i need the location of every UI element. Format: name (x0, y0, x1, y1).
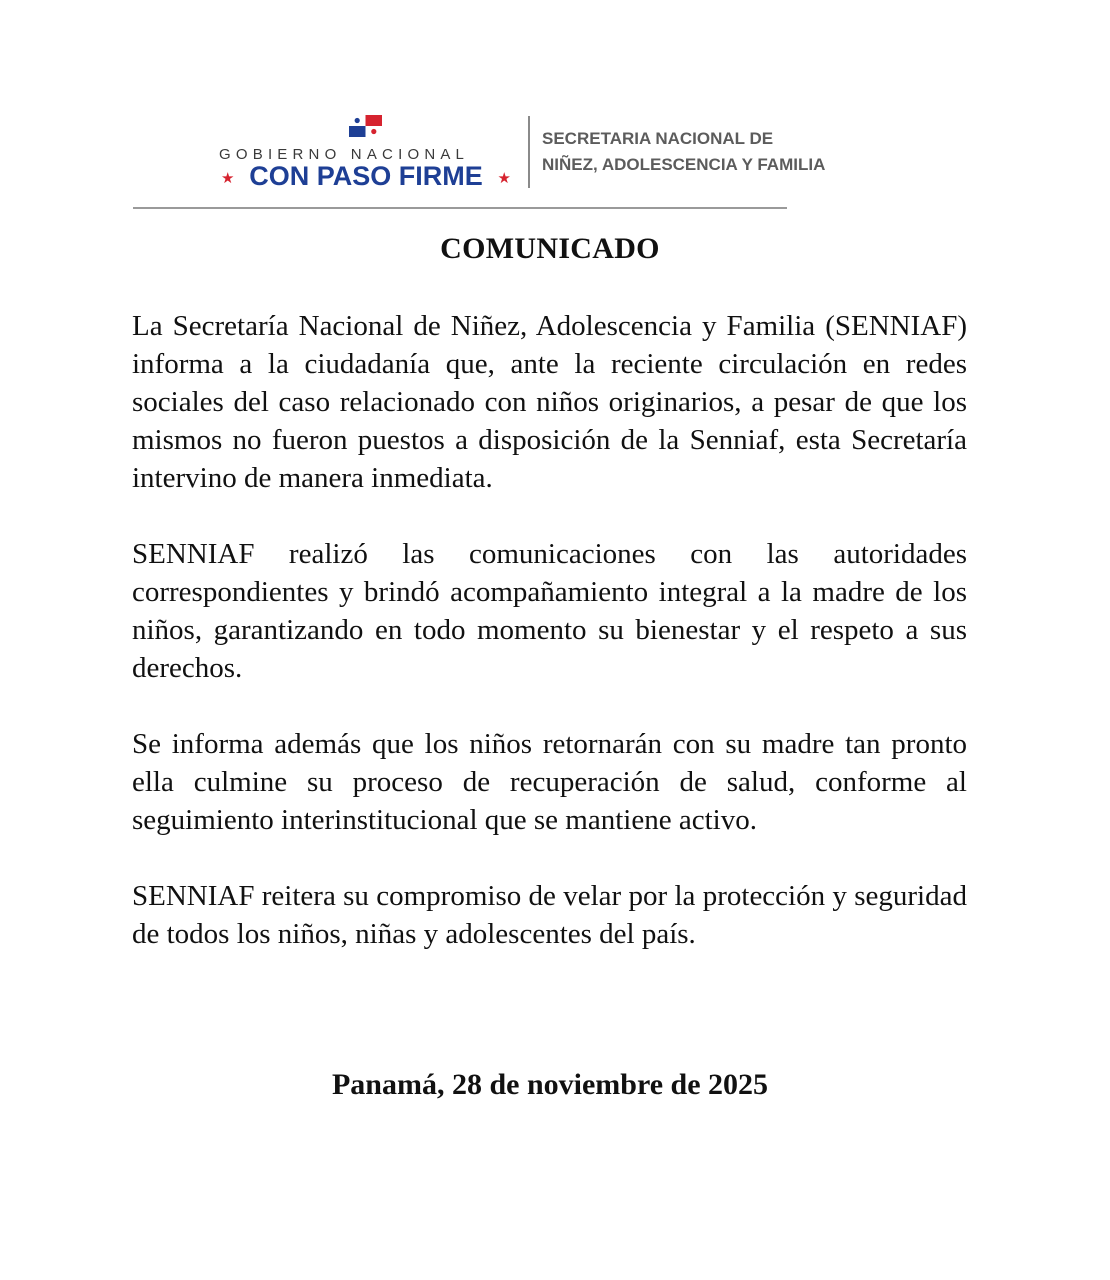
ministry-name-line-1: SECRETARIA NACIONAL DE (542, 129, 774, 148)
ministry-name-line-2: NIÑEZ, ADOLESCENCIA Y FAMILIA (542, 155, 826, 174)
paragraph-3: Se informa además que los niños retornarán con su madre tan pronto ella culmine su proceso de recuperación de salud, conforme al seguimiento interinstitucional que se mantiene activo. (132, 728, 967, 836)
ministry-name (542, 126, 825, 178)
logo-divider (528, 116, 530, 188)
government-logo (215, 112, 515, 192)
letterhead (215, 112, 895, 192)
government-slogan: CON PASO FIRME (249, 161, 483, 191)
dateline: Panamá, 28 de noviembre de 2025 (331, 1068, 769, 1101)
government-name: GOBIERNO NACIONAL (219, 146, 470, 163)
paragraph-2: SENNIAF realizó las comunicaciones con las autoridades correspondientes y brindó acompañamiento integral a la madre de los niños, garantizando en todo momento su bienestar y el respeto a sus derechos. (132, 538, 967, 684)
header-rule (133, 207, 787, 209)
paragraph-1: La Secretaría Nacional de Niñez, Adolescencia y Familia (SENNIAF) informa a la ciudadanía que, ante la reciente circulación en redes sociales del caso relacionado con niños originarios, a pesar de que los mismos no fueron puestos a disposición de la Senniaf, esta Secretaría intervino de manera inmediata. (132, 310, 967, 494)
paragraph-4: SENNIAF reitera su compromiso de velar por la protección y seguridad de todos los niños, niñas y adolescentes del país. (132, 880, 967, 950)
document-title: COMUNICADO (440, 232, 660, 265)
star-right-icon: ★ (497, 170, 511, 187)
document-body (132, 307, 967, 953)
panama-flag-icon (349, 115, 382, 137)
star-left-icon: ★ (221, 170, 235, 187)
government-slogan-row (221, 161, 511, 192)
